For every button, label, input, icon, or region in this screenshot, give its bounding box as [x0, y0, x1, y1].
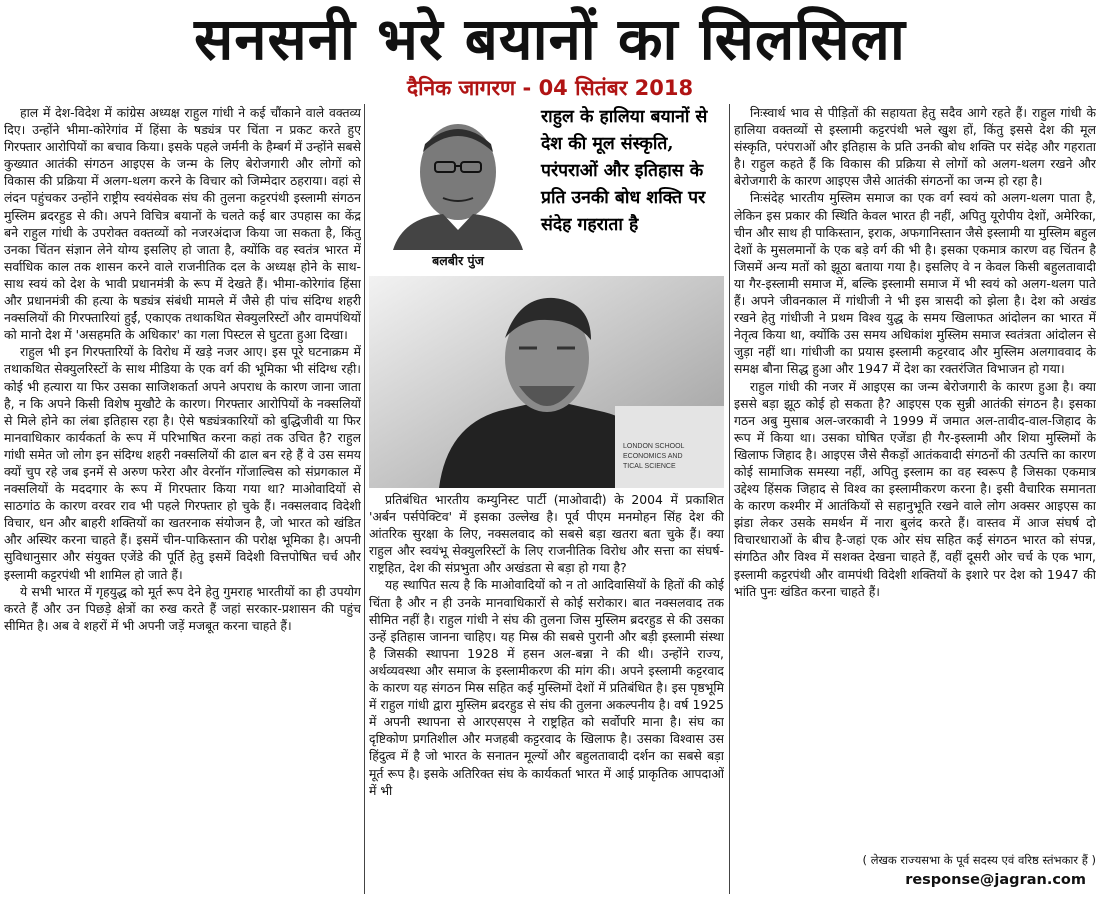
rahul-gandhi-photo: [369, 276, 724, 488]
paragraph: ये सभी भारत में गृहयुद्ध को मूर्त रूप देने हेतु गुमराह भारतीयों का ही उपयोग करते हैं और उन पिछड़े क्षेत्रों का रुख करते हैं जहां सरकार-प्रशासन की पहुंच सीमित है। अब वे शहरों में भी अपनी जड़ें मजबूत करना चाहते हैं।: [4, 583, 361, 633]
author-box: [369, 104, 724, 276]
paragraph: प्रतिबंधित भारतीय कम्युनिस्ट पार्टी (माओवादी) के 2004 में प्रकाशित 'अर्बन पर्सपेक्टिव' में इसका उल्लेख है। पूर्व पीएम मनमोहन सिंह देश की आंतरिक सुरक्षा के लिए, नक्सलवाद को सबसे बड़ा खतरा बता चुके हैं। क्या राहुल और स्वयंभू सेक्युलरिस्टों के लिए राजनीतिक विरोध और सत्ता का संघर्ष-राष्ट्रहित, देश की संप्रभुता और अखंडता से बड़ा हो गया है?: [369, 492, 724, 576]
photo-backdrop-text: TICAL SCIENCE: [623, 463, 676, 470]
article-column-2: [369, 491, 724, 894]
paragraph: निःसंदेह भारतीय मुस्लिम समाज का एक वर्ग स्वयं को अलग-थलग पाता है, लेकिन इस प्रकार की स्थिति केवल भारत ही नहीं, अपितु यूरोपीय देशों, अमेरिका, चीन और साथ ही पाकिस्तान, इराक, अफगानिस्तान जैसे इस्लामी या मुस्लिम बहुल देशों के मुसलमानों के एक बड़े वर्ग की भी है। इसका एकमात्र कारण वह चिंतन है जिसमें अन्य मतों को झूठा बताया गया है। इसलिए वे न केवल किसी बहुलतावादी या गैर-इस्लामी समाज में, बल्कि इस्लामी समाज में भी स्वयं को अलग-थलग पाते हैं। अपने जीवनकाल में गांधीजी ने भी इस त्रासदी को झेला है। देश को अखंड रखने हेतु गांधीजी ने प्रथम विश्व युद्ध के समय खिलाफत आंदोलन का भारत में नेतृत्व किया था, क्योंकि उस समय अधिकांश मुस्लिम समाज स्वतंत्रता आंदोलन से जुड़ा नहीं था। गांधीजी का प्रयास इस्लामी कट्टरवाद और मुस्लिम अलगाववाद के समक्ष बौना सिद्ध हुआ और 1947 में देश का रक्तरंजित विभाजन हो गया।: [734, 190, 1096, 377]
article-column-1: [4, 104, 361, 894]
author-photo: [383, 110, 533, 250]
photo-backdrop-text: ECONOMICS AND: [623, 453, 683, 460]
author-name: बलबीर पुंज: [432, 253, 484, 268]
pull-quote: राहुल के हालिया बयानों से देश की मूल संस्कृति, परंपराओं और इतिहास के प्रति उनकी बोध शक्ति पर संदेह गहराता है: [541, 107, 708, 235]
response-email[interactable]: response@jagran.com: [905, 872, 1086, 888]
paragraph: निःस्वार्थ भाव से पीड़ितों की सहायता हेतु सदैव आगे रहते हैं। राहुल गांधी के हालिया वक्तव्यों से इस्लामी कट्टरपंथी भले खुश हों, किंतु इससे देश की मूल संस्कृति, परंपराओं और इतिहास के प्रति उनकी बोध शक्ति पर संदेह और गहराता है। राहुल कहते हैं कि विकास की प्रक्रिया से लोगों को अलग-थलग रखने और बेरोजगारी के कारण आइएस जैसे आतंकी संगठनों का जन्म हो रहा है।: [734, 105, 1096, 189]
column-rule: [729, 104, 730, 894]
dateline: दैनिक जागरण - 04 सितंबर 2018: [406, 76, 694, 100]
column-rule: [364, 104, 365, 894]
paragraph: यह स्थापित सत्य है कि माओवादियों को न तो आदिवासियों के हितों की कोई चिंता है और न ही उनके मानवाधिकारों से कोई सरोकार। बात नक्सलवाद तक सीमित नहीं है। राहुल गांधी ने संघ की तुलना जिस मुस्लिम ब्रदरहुड से की उसका उन्हें इतिहास जानना चाहिए। यह मिस्र की सबसे पुरानी और बड़ी इस्लामी संस्था है जिसकी स्थापना 1928 में हसन अल-बन्ना ने की थी। उन्होंने राज्य, अर्थव्यवस्था और समाज के इस्लामीकरण की मांग की। अपने इस्लामी कट्टरवाद के कारण यह संगठन मिस्र सहित कई मुस्लिमों देशों में प्रतिबंधित है। इस पृष्ठभूमि में राहुल गांधी द्वारा मुस्लिम ब्रदरहुड से संघ की तुलना अकल्पनीय है। वर्ष 1925 में अपनी स्थापना से आरएसएस ने राष्ट्रहित को सर्वोपरि माना है। संघ का दृष्टिकोण प्रगतिशील और मजहबी कट्टरवाद के खिलाफ है। उसका विश्वास उस हिंदुत्व में है जो भारत के सनातन मूल्यों और बहुलतावादी दर्शन का सबसे बड़ा मूर्त रूप है। इसके अतिरिक्त संघ के कार्यकर्ता भारत में आई प्राकृतिक आपदाओं में भी: [369, 577, 724, 798]
article-column-3: [734, 104, 1096, 856]
paragraph: राहुल भी इन गिरफ्तारियों के विरोध में खड़े नजर आए। इस पूरे घटनाक्रम में तथाकथित सेक्युलरिस्टों के साथ मीडिया के एक वर्ग की भूमिका भी संदिग्ध रही। कोई भी हत्यारा या फिर उसका साजिशकर्ता अपने अपराध के कारण जाना जाता है, न कि अपने किसी विशेष मुखौटे के कारण। गिरफ्तार आरोपियों के नक्सलियों से मिले होने का लंबा इतिहास रहा है। ऐसे षड्यंत्रकारियों को बुद्धिजीवी या फिर मानवाधिकार कार्यकर्ता के रूप में परिभाषित करना कहां तक उचित है? राहुल गांधी समेत जो लोग इन संदिग्ध शहरी नक्सलियों की ढाल बन रहे हैं वे उस समय क्यों चुप रहे जब इनमें से अरुण फरेरा और वेरनॉन गोंजाल्विस को संप्रगकाल में नक्सलियों के मददगार के रूप में गिरफ्तार किया गया था? माओवादियों से साठगांठ के कारण वरवर राव भी पहले गिरफ्तार हो चुके हैं। नक्सलवाद विदेशी विचार, धन और बाहरी शक्तियों का खतरनाक संयोजन है, जो भारत को खंडित और अस्थिर करना चाहते हैं। इसमें चीन-पाकिस्तान की परोक्ष भूमिका है। अपनी सुविधानुसार और संयुक्त एजेंडे की पूर्ति हेतु इसमें विदेशी वित्तपोषित चर्च और इस्लामी कट्टरपंथी भी शामिल हो जाते हैं।: [4, 344, 361, 582]
paragraph: राहुल गांधी की नजर में आइएस का जन्म बेरोजगारी के कारण हुआ है। क्या इससे बड़ा झूठ कोई हो सकता है? आइएस एक सुन्नी आतंकी संगठन है। इसका गठन अबु मुसाब अल-जरकावी ने 1999 में जमात अल-तावीद-वाल-जिहाद के रूप में किया था। उसका घोषित एजेंडा ही गैर-इस्लामी और शिया मुस्लिमों के खिलाफ जिहाद है। आइएस जैसे सैकड़ों आतंकवादी संगठनों की उत्पत्ति का कारण कोई सामाजिक समस्या नहीं, अपितु इस्लाम का वह स्वरूप है जिसका एकमात्र उद्देश्य हिंसक जिहाद से विश्व का इस्लामीकरण करना है। इसी वैचारिक समानता के कारण कश्मीर में आतंकियों से सहानुभूति रखने वाले लोग अक्सर आइएस का झंडा लेकर उसके समर्थन में नारा बुलंद करते हैं। वास्तव में आज संघर्ष दो विचारधाराओं के बीच है-जहां एक ओर संघ सहित कई संगठन भारत को संपन्न, संगठित और विश्व में सशक्त देखना चाहते हैं, वहीं दूसरी ओर चर्च के एक भाग, इस्लामी कट्टरपंथी और वामपंथी विदेशी शक्तियों के इशारे पर देश को 1947 की भांति पुनः खंडित करना चाहते हैं।: [734, 378, 1096, 599]
headline: सनसनी भरे बयानों का सिलसिला: [194, 5, 906, 73]
photo-backdrop-text: LONDON SCHOOL: [623, 443, 685, 450]
paragraph: हाल में देश-विदेश में कांग्रेस अध्यक्ष राहुल गांधी ने कई चौंकाने वाले वक्तव्य दिए। उन्होंने भीमा-कोरेगांव में हिंसा के षड्यंत्र पर चिंता न प्रकट करते हुए गिरफ्तार आरोपियों का बचाव किया। इसके पहले जर्मनी के हैम्बर्ग में उन्होंने सबसे कुख्यात आतंकी संगठन आइएस के जन्म के लिए बेरोजगारी और लोगों को विकास की प्रक्रिया में अलग-थलग करने के विचार को जिम्मेदार ठहराया। वहां से लंदन पहुंचकर उन्होंने राष्ट्रीय स्वयंसेवक संघ की तुलना कट्टरपंथी इस्लामी संगठन मुस्लिम ब्रदरहुड से की। अपने विचित्र बयानों के चलते कई बार उपहास का केंद्र बने राहुल गांधी के उपरोक्त वक्तव्यों को नजरअंदाज किया जा सकता है, किंतु उनका चिंतन संज्ञान लेने योग्य इसलिए हो जाता है, क्योंकि वह स्वतंत्र भारत में सर्वाधिक काल तक शासन करने वाले राजनीतिक दल के अध्यक्ष होने के साथ-साथ स्वयं को देश के भावी प्रधानमंत्री के रूप में देखते हैं। भीमा-कोरेगांव हिंसा और प्रधानमंत्री की हत्या के षड्यंत्र संबंधी मामले में जैसे ही पांच संदिग्ध शहरी नक्सलियों की गिरफ्तारियां हुईं, एकाएक तथाकथित सेक्युलरिस्टों और वामपंथियों को मानो देश में 'असहमति के अधिकार' का गला पिस्टल से घुटता हुआ दिखा।: [4, 105, 361, 343]
author-credit: ( लेखक राज्यसभा के पूर्व सदस्य एवं वरिष्ठ स्तंभकार हैं ): [862, 853, 1096, 867]
